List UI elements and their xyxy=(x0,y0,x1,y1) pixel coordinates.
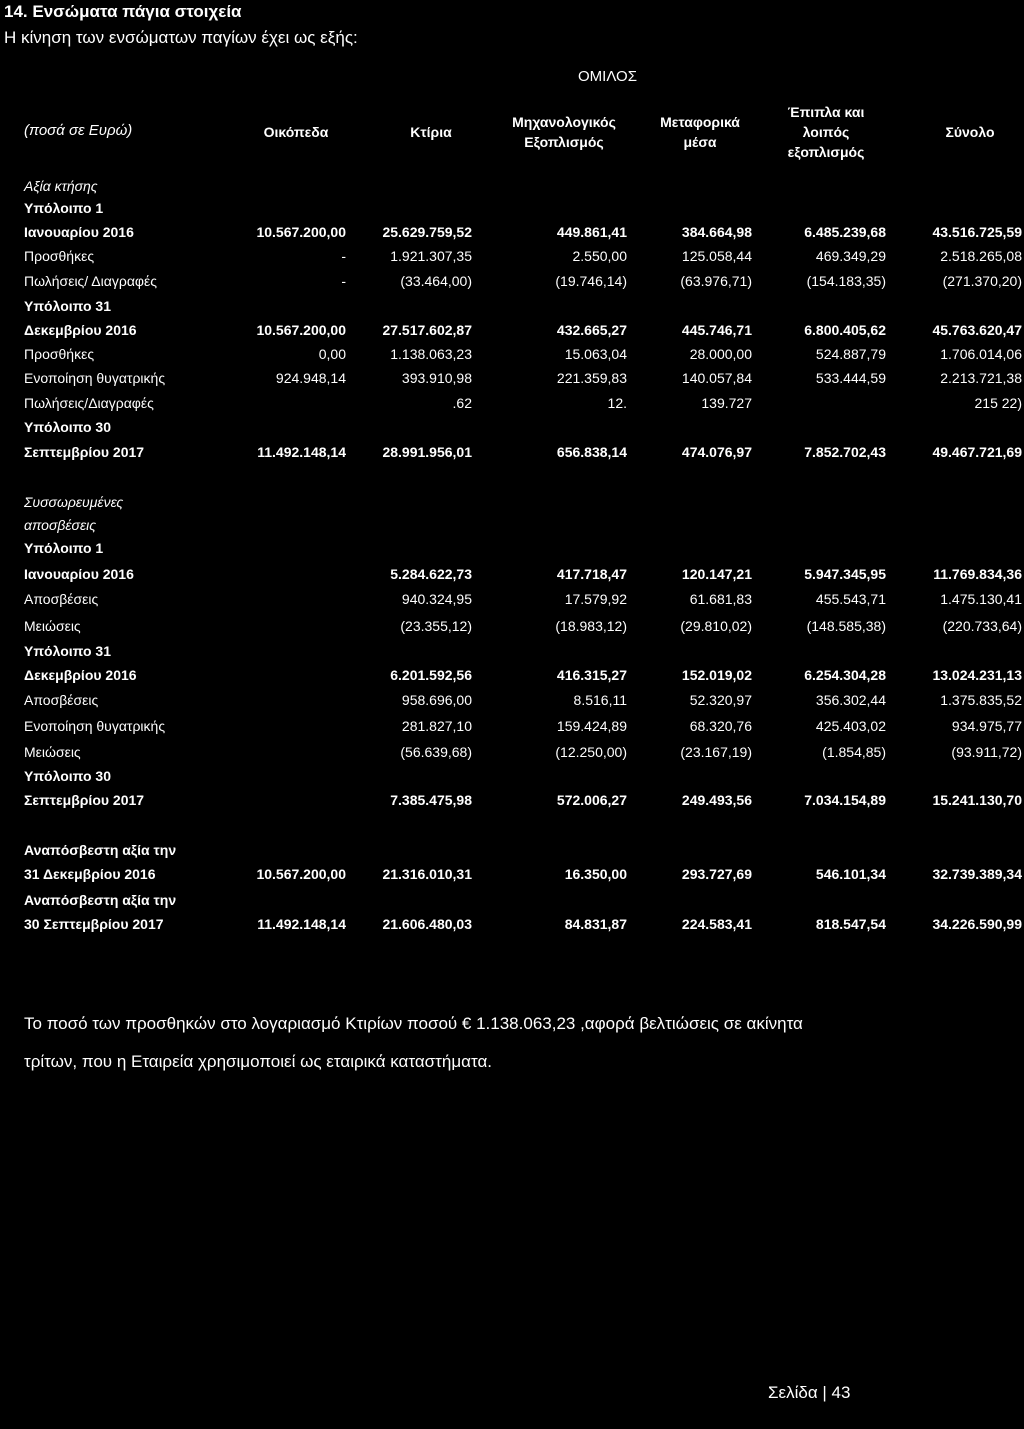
table-row xyxy=(0,419,1024,442)
cell-value: 7.852.702,43 xyxy=(804,444,886,460)
cell-value: 5.947.345,95 xyxy=(804,566,886,582)
cell-value: (23.355,12) xyxy=(400,618,472,634)
col-header-furniture-line3: εξοπλισμός xyxy=(787,144,865,160)
col-header-machinery-line1: Μηχανολογικός xyxy=(512,114,616,130)
table-row xyxy=(0,444,1024,467)
table-row xyxy=(0,178,1024,201)
row-label: Αποσβέσεις xyxy=(24,692,99,708)
cell-value: 524.887,79 xyxy=(815,346,886,362)
cell-value: (63.976,71) xyxy=(680,273,752,289)
group-header: ΟΜΙΛΟΣ xyxy=(578,68,637,85)
row-label: Αποσβέσεις xyxy=(24,591,99,607)
table-row xyxy=(0,468,1024,491)
col-header-machinery-line2: Εξοπλισμός xyxy=(524,134,604,150)
cell-value: 425.403,02 xyxy=(815,718,886,734)
row-label: Δεκεμβρίου 2016 xyxy=(24,322,137,338)
cell-value: 16.350,00 xyxy=(564,866,627,882)
cell-value: 8.516,11 xyxy=(573,692,627,708)
cell-value: 384.664,98 xyxy=(681,224,752,240)
cell-value: (154.183,35) xyxy=(806,273,886,289)
table-row xyxy=(0,667,1024,690)
cell-value: 818.547,54 xyxy=(815,916,886,932)
cell-value: 474.076,97 xyxy=(681,444,752,460)
page-number: Σελίδα | 43 xyxy=(768,1383,851,1402)
row-label: Υπόλοιπο 30 xyxy=(24,419,112,435)
row-label: 30 Σεπτεμβρίου 2017 xyxy=(24,916,164,932)
cell-value: 2.550,00 xyxy=(572,248,627,264)
row-label: Πωλήσεις/ Διαγραφές xyxy=(24,273,157,289)
cell-value: (148.585,38) xyxy=(806,618,886,634)
row-label: Ιανουαρίου 2016 xyxy=(24,224,134,240)
cell-value: (23.167,19) xyxy=(680,744,752,760)
cell-value: 533.444,59 xyxy=(815,370,886,386)
col-header-machinery xyxy=(496,112,632,152)
cell-value: 10.567.200,00 xyxy=(256,322,346,338)
cell-value: 1.475.130,41 xyxy=(940,591,1022,607)
note-line-1: Το ποσό των προσθηκών στο λογαριασμό Κτιρίων ποσού € 1.138.063,23 ,αφορά βελτιώσεις σε ακίνητα xyxy=(24,1014,803,1033)
cell-value: 6.485.239,68 xyxy=(804,224,886,240)
cell-value: 152.019,02 xyxy=(681,667,752,683)
cell-value: - xyxy=(341,273,346,289)
cell-value: 139.727 xyxy=(701,395,752,411)
col-header-furniture xyxy=(766,102,886,162)
cell-value: 393.910,98 xyxy=(401,370,472,386)
cell-value: (12.250,00) xyxy=(555,744,627,760)
cell-value: 13.024.231,13 xyxy=(932,667,1022,683)
note-line-2: τρίτων, που η Εταιρεία χρησιμοποιεί ως εταιρικά καταστήματα. xyxy=(24,1052,492,1071)
row-label: Μειώσεις xyxy=(24,618,81,634)
row-label: Ενοποίηση θυγατρικής xyxy=(24,370,166,386)
table-row xyxy=(0,892,1024,915)
row-label: Συσσωρευμένες xyxy=(24,494,124,510)
cell-value: (93.911,72) xyxy=(951,744,1022,760)
cell-value: 224.583,41 xyxy=(681,916,752,932)
table-row xyxy=(0,618,1024,641)
table-row xyxy=(0,494,1024,517)
cell-value: 455.543,71 xyxy=(815,591,886,607)
cell-value: 1.706.014,06 xyxy=(940,346,1022,362)
cell-value: 17.579,92 xyxy=(564,591,627,607)
cell-value: 43.516.725,59 xyxy=(932,224,1022,240)
cell-value: 11.492.148,14 xyxy=(257,916,346,932)
cell-value: 7.385.475,98 xyxy=(390,792,472,808)
table-row xyxy=(0,916,1024,939)
cell-value: 61.681,83 xyxy=(689,591,752,607)
cell-value: 546.101,34 xyxy=(815,866,886,882)
table-row xyxy=(0,692,1024,715)
cell-value: 2.213.721,38 xyxy=(940,370,1022,386)
table-row xyxy=(0,395,1024,418)
cell-value: 6.254.304,28 xyxy=(804,667,886,683)
cell-value: 281.827,10 xyxy=(401,718,472,734)
table-row xyxy=(0,322,1024,345)
cell-value: 7.034.154,89 xyxy=(804,792,886,808)
cell-value: 11.769.834,36 xyxy=(933,566,1022,582)
section-title: 14. Ενσώματα πάγια στοιχεία xyxy=(4,2,242,21)
cell-value: 1.138.063,23 xyxy=(390,346,472,362)
cell-value: (18.983,12) xyxy=(555,618,627,634)
cell-value: 10.567.200,00 xyxy=(256,224,346,240)
cell-value: 445.746,71 xyxy=(681,322,752,338)
cell-value: 15.241.130,70 xyxy=(932,792,1022,808)
cell-value: 25.629.759,52 xyxy=(382,224,472,240)
cell-value: 28.000,00 xyxy=(689,346,752,362)
row-label: Υπόλοιπο 30 xyxy=(24,768,112,784)
section-subtitle: Η κίνηση των ενσώματων παγίων έχει ως εξής: xyxy=(4,28,358,47)
cell-value: 140.057,84 xyxy=(681,370,752,386)
cell-value: 249.493,56 xyxy=(681,792,752,808)
cell-value: 34.226.590,99 xyxy=(932,916,1022,932)
cell-value: (271.370,20) xyxy=(942,273,1022,289)
cell-value: 159.424,89 xyxy=(556,718,627,734)
cell-value: 52.320,97 xyxy=(689,692,752,708)
cell-value: (1.854,85) xyxy=(822,744,886,760)
cell-value: 21.316.010,31 xyxy=(382,866,472,882)
cell-value: 572.006,27 xyxy=(556,792,627,808)
row-label: Προσθήκες xyxy=(24,346,95,362)
table-row xyxy=(0,566,1024,589)
row-label: Ιανουαρίου 2016 xyxy=(24,566,134,582)
cell-value: 84.831,87 xyxy=(564,916,627,932)
row-label: Προσθήκες xyxy=(24,248,95,264)
table-row xyxy=(0,273,1024,296)
cell-value: 1.921.307,35 xyxy=(390,248,472,264)
cell-value: 125.058,44 xyxy=(681,248,752,264)
cell-value: 45.763.620,47 xyxy=(932,322,1022,338)
table-row xyxy=(0,200,1024,223)
cell-value: 27.517.602,87 xyxy=(382,322,472,338)
table-row xyxy=(0,517,1024,540)
cell-value: 924.948,14 xyxy=(275,370,346,386)
cell-value: 2.518.265,08 xyxy=(940,248,1022,264)
col-header-vehicles-line1: Μεταφορικά xyxy=(660,114,740,130)
cell-value: .62 xyxy=(452,395,472,411)
cell-value: 432.665,27 xyxy=(556,322,627,338)
row-label: 31 Δεκεμβρίου 2016 xyxy=(24,866,156,882)
col-header-vehicles xyxy=(644,112,756,152)
table-row xyxy=(0,842,1024,865)
row-label: Αναπόσβεστη αξία την xyxy=(24,842,177,858)
cell-value: 120.147,21 xyxy=(681,566,752,582)
row-label: Υπόλοιπο 1 xyxy=(24,200,104,216)
cell-value: 68.320,76 xyxy=(689,718,752,734)
table-row xyxy=(0,224,1024,247)
row-label: Πωλήσεις/Διαγραφές xyxy=(24,395,154,411)
cell-value: 656.838,14 xyxy=(556,444,627,460)
cell-value: 293.727,69 xyxy=(681,866,752,882)
cell-value: (29.810,02) xyxy=(680,618,752,634)
table-row xyxy=(0,866,1024,889)
cell-value: 416.315,27 xyxy=(556,667,627,683)
cell-value: 958.696,00 xyxy=(401,692,472,708)
col-header-land: Οικόπεδα xyxy=(263,124,329,140)
cell-value: (33.464,00) xyxy=(400,273,472,289)
col-header-furniture-line1: Έπιπλα και xyxy=(787,104,865,120)
col-header-furniture-line2: λοιπός xyxy=(802,124,850,140)
table-row xyxy=(0,643,1024,666)
row-label: Αξία κτήσης xyxy=(24,178,98,194)
cell-value: 11.492.148,14 xyxy=(257,444,346,460)
cell-value: 6.201.592,56 xyxy=(390,667,472,683)
table-row xyxy=(0,298,1024,321)
cell-value: - xyxy=(341,248,346,264)
table-row xyxy=(0,248,1024,271)
table-row xyxy=(0,718,1024,741)
row-label: Μειώσεις xyxy=(24,744,81,760)
cell-value: 356.302,44 xyxy=(815,692,886,708)
row-label: Δεκεμβρίου 2016 xyxy=(24,667,137,683)
col-header-total: Σύνολο xyxy=(945,124,995,140)
table-row xyxy=(0,792,1024,815)
cell-value: (19.746,14) xyxy=(555,273,627,289)
table-row xyxy=(0,540,1024,563)
col-header-buildings: Κτίρια xyxy=(410,124,452,140)
cell-value: 6.800.405,62 xyxy=(804,322,886,338)
col-header-vehicles-line2: μέσα xyxy=(683,134,717,150)
table-row xyxy=(0,744,1024,767)
cell-value: 221.359,83 xyxy=(556,370,627,386)
cell-value: 0,00 xyxy=(318,346,346,362)
row-label: Σεπτεμβρίου 2017 xyxy=(24,444,145,460)
row-label: αποσβέσεις xyxy=(24,517,97,533)
cell-value: 1.375.835,52 xyxy=(940,692,1022,708)
cell-value: 5.284.622,73 xyxy=(390,566,472,582)
row-label: Σεπτεμβρίου 2017 xyxy=(24,792,145,808)
table-row xyxy=(0,768,1024,791)
cell-value: 934.975,77 xyxy=(951,718,1022,734)
cell-value: 10.567.200,00 xyxy=(256,866,346,882)
cell-value: 28.991.956,01 xyxy=(382,444,472,460)
cell-value: 215 22) xyxy=(974,395,1022,411)
cell-value: 449.861,41 xyxy=(556,224,627,240)
cell-value: 49.467.721,69 xyxy=(932,444,1022,460)
cell-value: 417.718,47 xyxy=(556,566,627,582)
cell-value: 940.324,95 xyxy=(401,591,472,607)
cell-value: 469.349,29 xyxy=(815,248,886,264)
cell-value: 32.739.389,34 xyxy=(932,866,1022,882)
amounts-unit-label: (ποσά σε Ευρώ) xyxy=(24,122,133,139)
table-row xyxy=(0,816,1024,839)
cell-value: (220.733,64) xyxy=(942,618,1022,634)
table-row xyxy=(0,346,1024,369)
row-label: Αναπόσβεστη αξία την xyxy=(24,892,177,908)
cell-value: (56.639,68) xyxy=(400,744,472,760)
row-label: Υπόλοιπο 1 xyxy=(24,540,104,556)
table-row xyxy=(0,370,1024,393)
cell-value: 12. xyxy=(607,395,627,411)
cell-value: 15.063,04 xyxy=(564,346,627,362)
row-label: Ενοποίηση θυγατρικής xyxy=(24,718,166,734)
cell-value: 21.606.480,03 xyxy=(382,916,472,932)
table-row xyxy=(0,591,1024,614)
row-label: Υπόλοιπο 31 xyxy=(24,298,112,314)
row-label: Υπόλοιπο 31 xyxy=(24,643,112,659)
